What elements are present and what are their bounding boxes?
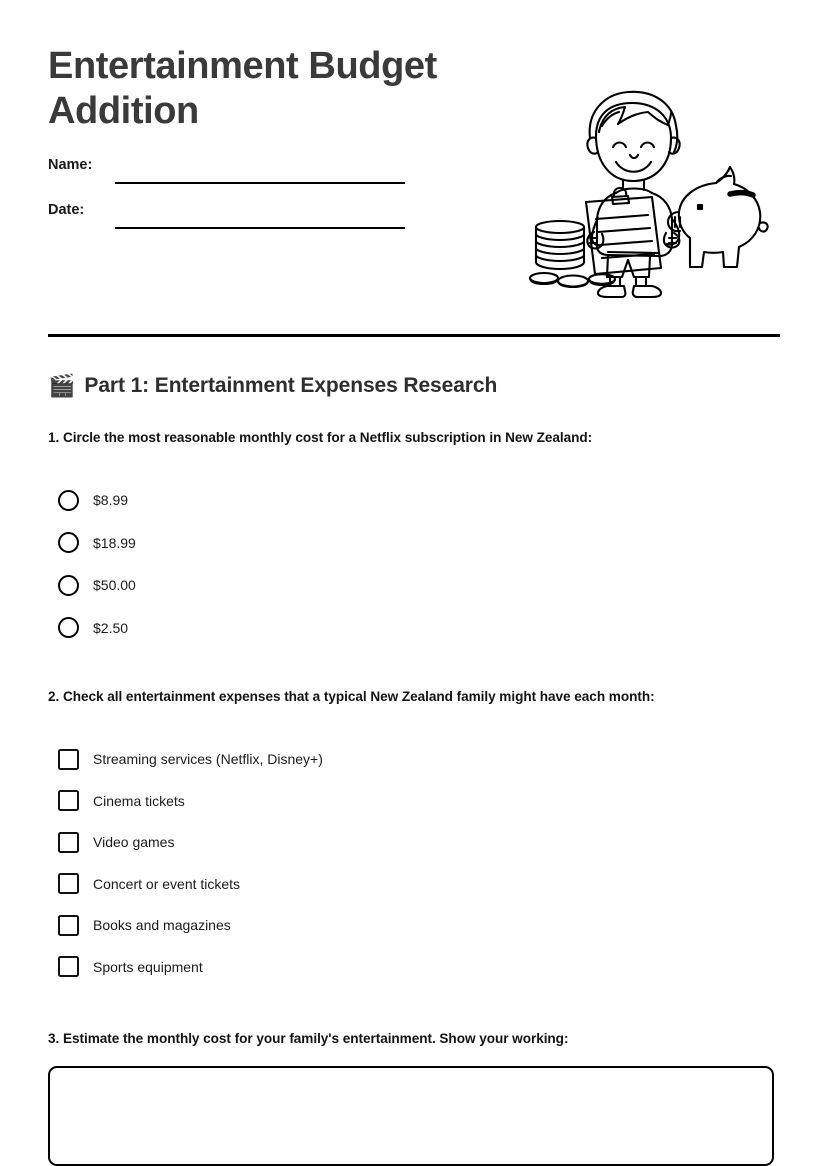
radio-option-label: $50.00: [93, 577, 136, 593]
question-1-text: 1. Circle the most reasonable monthly cost for a Netflix subscription in New Zealand:: [48, 430, 593, 445]
radio-circle-icon[interactable]: [58, 617, 79, 638]
checkbox-icon[interactable]: [58, 873, 79, 894]
part-1-header: [48, 374, 497, 398]
page-title: Entertainment Budget Addition: [48, 45, 437, 132]
checkbox-option-label: Video games: [93, 834, 175, 850]
radio-circle-icon[interactable]: [58, 490, 79, 511]
section-title: Part 1: Entertainment Expenses Research: [84, 374, 498, 397]
radio-circle-icon[interactable]: [58, 575, 79, 596]
name-input-line[interactable]: [115, 182, 405, 184]
checkbox-option-label: Concert or event tickets: [93, 875, 241, 892]
radio-option-label: $8.99: [93, 492, 129, 508]
checkbox-icon[interactable]: [58, 790, 79, 811]
checkbox-option-label: Books and magazines: [93, 917, 231, 933]
clapperboard-icon: 🎬: [48, 373, 76, 398]
question-2-text: 2. Check all entertainment expenses that a typical New Zealand family might have each month:: [48, 689, 655, 704]
checkbox-icon[interactable]: [58, 915, 79, 936]
date-label: Date:: [48, 202, 85, 218]
boy-with-clipboard-piggy-bank-illustration: [524, 86, 776, 298]
name-label: Name:: [48, 157, 93, 173]
question-3-text: 3. Estimate the monthly cost for your family's entertainment. Show your working:: [48, 1031, 569, 1046]
checkbox-option-label: Cinema tickets: [93, 792, 185, 809]
checkbox-icon[interactable]: [58, 749, 79, 770]
radio-option-label: $18.99: [93, 534, 136, 551]
date-input-line[interactable]: [115, 227, 405, 229]
radio-option-label: $2.50: [93, 619, 129, 636]
section-divider: [48, 334, 780, 337]
checkbox-option-label: Sports equipment: [93, 958, 203, 975]
radio-circle-icon[interactable]: [58, 532, 79, 553]
checkbox-icon[interactable]: [58, 956, 79, 977]
checkbox-icon[interactable]: [58, 832, 79, 853]
checkbox-option-label: Streaming services (Netflix, Disney+): [93, 751, 323, 767]
question-3-answer-box[interactable]: [48, 1066, 774, 1166]
